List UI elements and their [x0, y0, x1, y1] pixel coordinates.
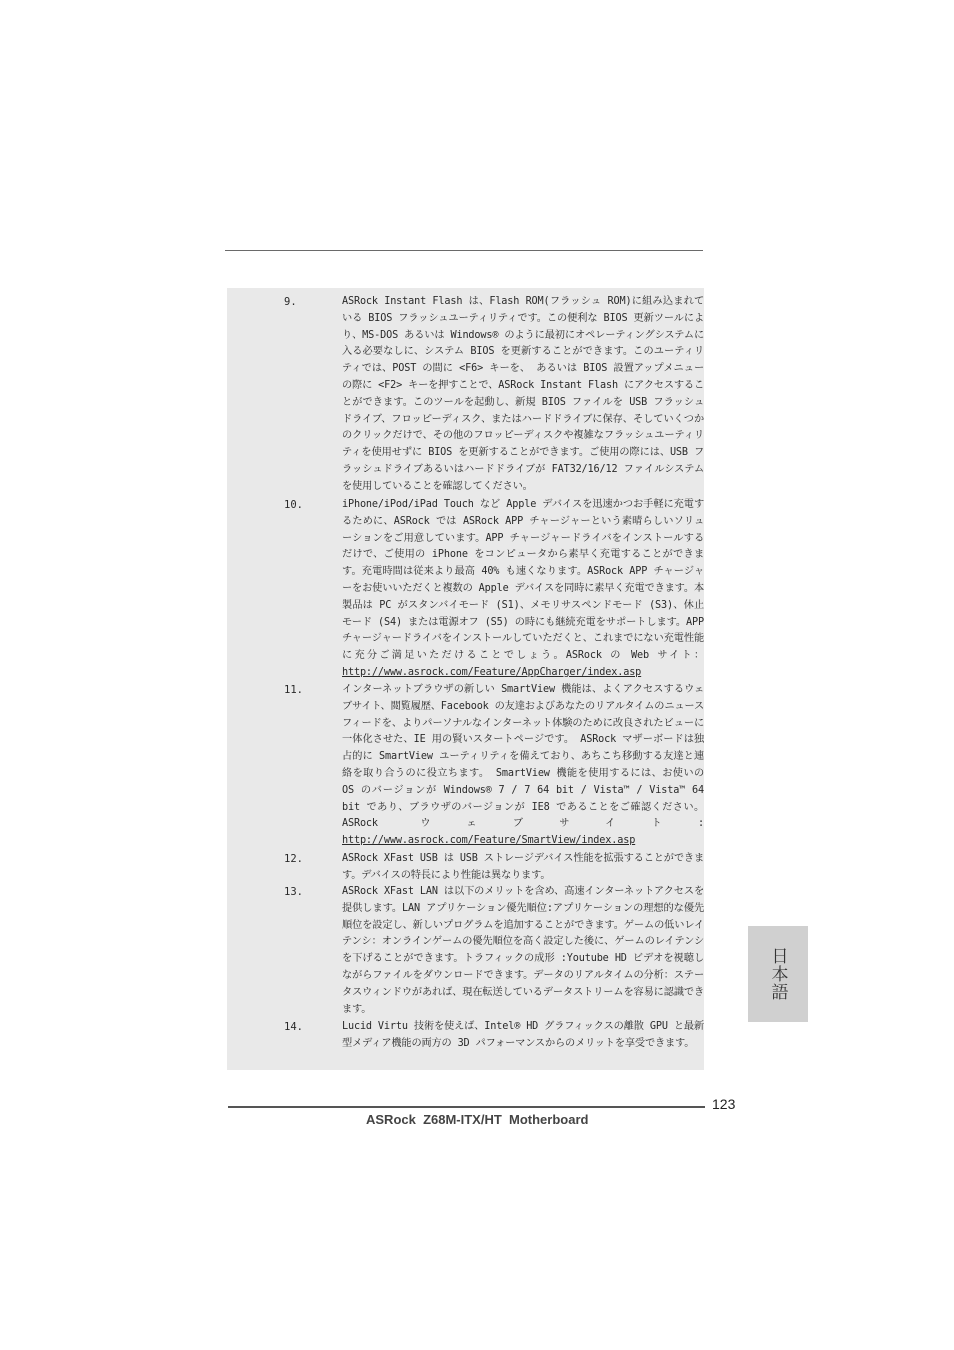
- item-number: 13.: [284, 886, 303, 898]
- footer-title: ASRock Z68M-ITX/HT Motherboard: [366, 1112, 589, 1127]
- item-text: Lucid Virtu 技術を使えば、Intel® HD グラフィックスの離散 GPU と最新型メディア機能の両方の 3D パフォーマンスからのメリットを享受できます。: [342, 1021, 704, 1049]
- content-panel: [227, 288, 704, 1070]
- page-number: 123: [712, 1096, 736, 1112]
- item-number: 11.: [284, 684, 303, 696]
- item-number: 12.: [284, 853, 303, 865]
- item-text: ASRock XFast USB は USB ストレージデバイス性能を拡張することができます。デバイスの特長により性能は異なります。: [342, 853, 704, 881]
- item-text-container: [342, 497, 704, 682]
- item-text: インターネットブラウザの新しい SmartView 機能は、よくアクセスするウェブサイト、閲覧履歴、Facebook の友達およびあなたのリアルタイムのニュースフィードを、よりパーソナルなインターネット体験のために改良されたビューに一体化させた、IE 用の賢いスタートページです。 ASRock マザーボードは独占的に SmartView ユーティリティを備えており、あちこち移動する友達と連絡を取り合うのに役立ちます。 SmartView 機能を使用するには、お使いの OS のバージョンが Windows® 7 / 7 64 bit / Vista™ / Vista™ 64 bit であり、ブラウザのバージョンが IE8 であることをご確認ください。 ASRock ウェブサイト:: [342, 684, 704, 830]
- smartview-link[interactable]: http://www.asrock.com/Feature/SmartView/index.asp: [342, 835, 636, 847]
- item-number: 10.: [284, 499, 303, 511]
- item-number: 9.: [284, 296, 297, 308]
- item-text-container: [342, 682, 704, 850]
- language-tab: [748, 926, 808, 1022]
- item-text: ASRock XFast LAN は以下のメリットを含め、高速インターネットアクセスを提供します。LAN アプリケーション優先順位:アプリケーションの理想的な優先順位を設定し、新しいプログラムを追加することができます。ゲームの低いレイテンシ：オンラインゲームの優先順位を高く設定した後に、ゲームのレイテンシを下げることができます。トラフィックの成形 :Youtube HD ビデオを視聴しながらファイルをダウンロードできます。データのリアルタイムの分析：ステータスウィンドウがあれば、現在転送しているデータストリームを容易に認識できます。: [342, 886, 704, 1015]
- appcharger-link[interactable]: http://www.asrock.com/Feature/AppCharger/index.asp: [342, 666, 642, 678]
- top-rule: [225, 250, 703, 251]
- footer-rule: [228, 1106, 705, 1108]
- item-text: iPhone/iPod/iPad Touch など Apple デバイスを迅速かつお手軽に充電するために、ASRock では ASRock APP チャージャーという素晴らしいソリューションをご用意しています。APP チャージャードライバをインストールするだけで、ご使用の iPhone をコンピュータから素早く充電することができます。充電時間は従来より最高 40% も速くなります。ASRock APP チャージャーをお使いいただくと複数の Apple デバイスを同時に素早く充電できます。本製品は PC がスタンバイモード (S1)、メモリサスペンドモード (S3)、休止モード (S4) または電源オフ (S5) の時にも継続充電をサポートします。APP チャージャードライバをインストールしていただくと、これまでにない充電性能に充分ご満足いただけることでしょう。ASRock の Web サイト：: [342, 499, 704, 662]
- item-text: ASRock Instant Flash は、Flash ROM(フラッシュ ROM)に組み込まれている BIOS フラッシュユーティリティです。この便利な BIOS 更新ツールにより、MS-DOS あるいは Windows® のように最初にオペレーティングシステムに入る必要なしに、システム BIOS を更新することができます。このユーティリティでは、POST の間に <F6> キーを、 あるいは BIOS 設置アップメニューの際に <F2> キーを押すことで、ASRock Instant Flash にアクセスすることができます。このツールを起動し、新規 BIOS ファイルを USB フラッシュドライブ、フロッピーディスク、またはハードドライブに保存、そしていくつかのクリックだけで、その他のフロッピーディスクや複雑なフラッシュユーティリティを使用せずに BIOS を更新することができます。ご使用の際には、USB フラッシュドライブあるいはハードドライブが FAT32/16/12 ファイルシステムを使用していることを確認してください。: [342, 296, 704, 492]
- item-number: 14.: [284, 1021, 303, 1033]
- language-tab-label: 日本語: [767, 947, 788, 1001]
